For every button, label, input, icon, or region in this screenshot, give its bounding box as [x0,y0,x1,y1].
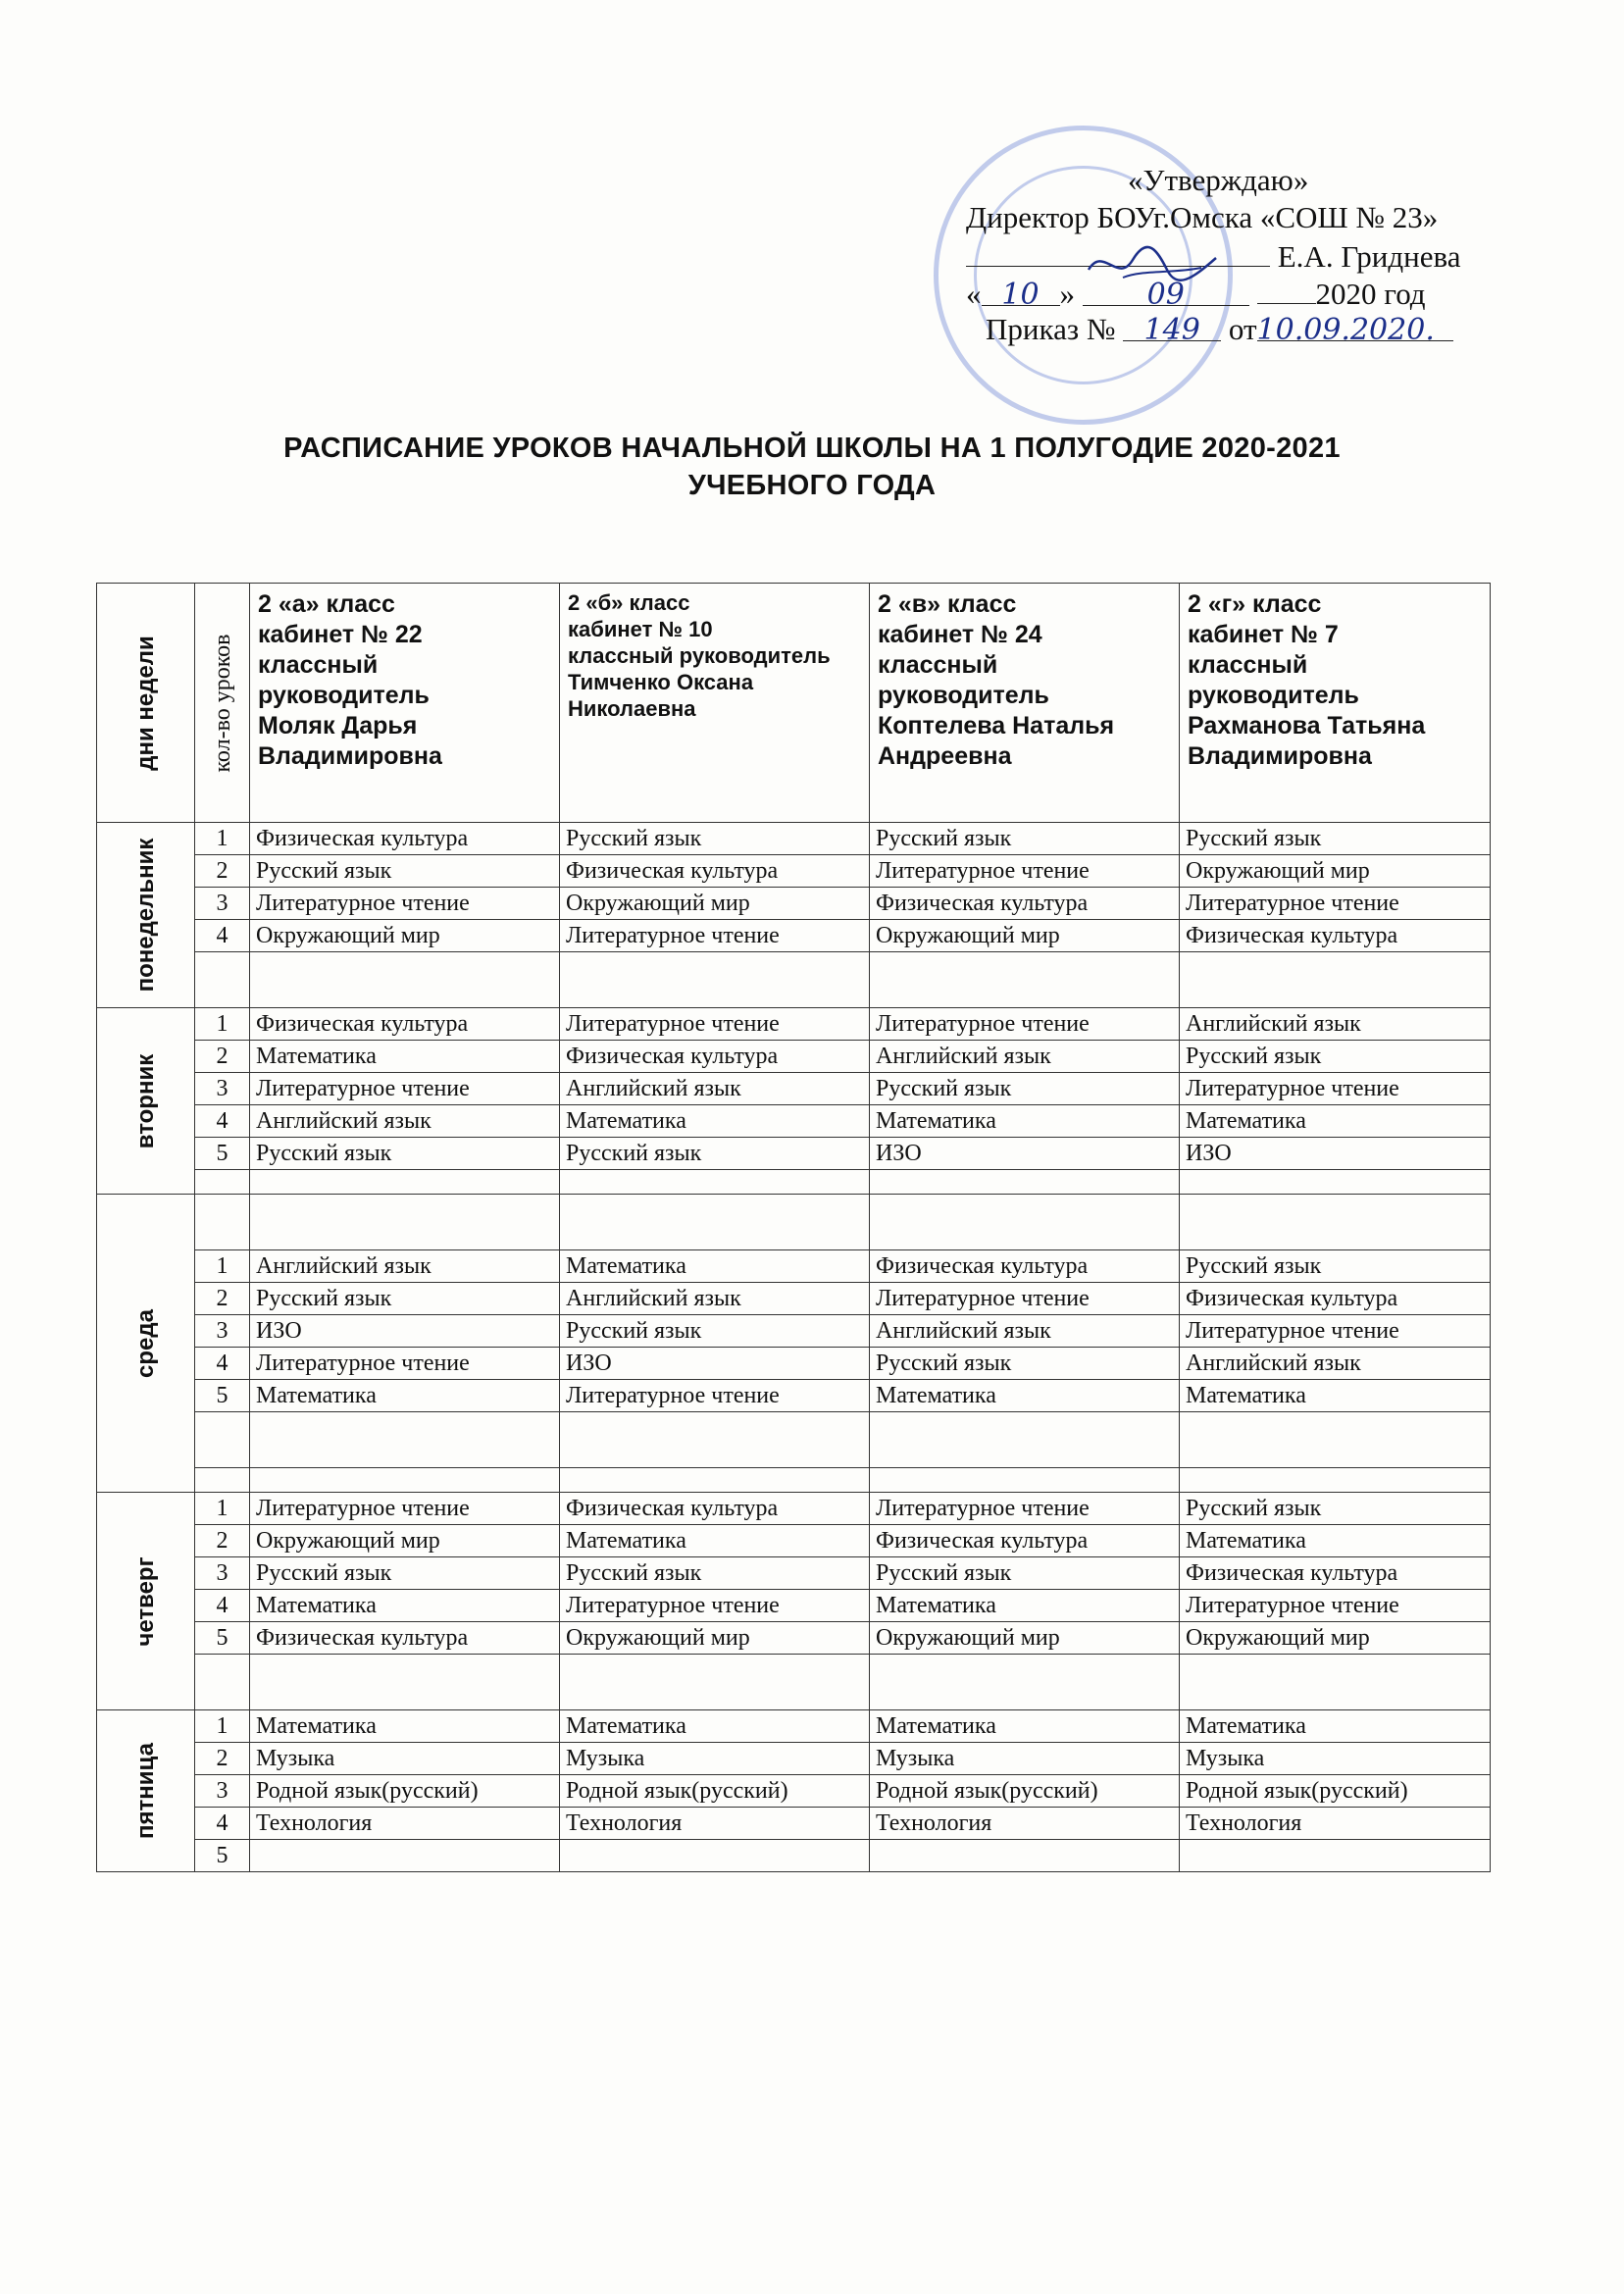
table-row: 4 Окружающий мир Литературное чтение Окружающий мир Физическая культура [97,920,1491,952]
table-row: четверг 1 Литературное чтение Физическая культура Литературное чтение Русский язык [97,1493,1491,1525]
table-row: 3 ИЗО Русский язык Английский язык Литературное чтение [97,1315,1491,1348]
table-row: 2 Окружающий мир Математика Физическая культура Математика [97,1525,1491,1557]
table-row: понедельник 1 Физическая культура Русский язык Русский язык Русский язык [97,823,1491,855]
class-header-2g: 2 «г» класс кабинет № 7 классный руководитель Рахманова Татьяна Владимировна [1180,584,1491,823]
table-row: 5 [97,1840,1491,1872]
table-row: пятница 1 Математика Математика Математика Математика [97,1710,1491,1743]
header-lesson-count: кол-во уроков [195,584,250,823]
director-name: Е.А. Гриднева [1277,239,1461,274]
table-row: 4 Литературное чтение ИЗО Русский язык Английский язык [97,1348,1491,1380]
schedule-table [96,583,1491,1872]
table-row: 3 Литературное чтение Английский язык Русский язык Литературное чтение [97,1073,1491,1105]
table-row-empty [97,1655,1491,1710]
class-header-2v: 2 «в» класс кабинет № 24 классный руководитель Коптелева Наталья Андреевна [870,584,1180,823]
table-row: вторник 1 Физическая культура Литературное чтение Литературное чтение Английский язык [97,1008,1491,1041]
approval-month: 09 [1146,278,1185,312]
table-row: 4 Английский язык Математика Математика Математика [97,1105,1491,1138]
approval-order-line: Приказ № 149 от10.09.2020. [966,311,1496,348]
table-row: 2 Русский язык Физическая культура Литературное чтение Окружающий мир [97,855,1491,888]
director-signature [1084,240,1221,289]
table-row-empty [97,952,1491,1008]
table-row: 2 Музыка Музыка Музыка Музыка [97,1743,1491,1775]
day-thursday: четверг [97,1493,195,1710]
table-row: 2 Русский язык Английский язык Литературное чтение Физическая культура [97,1283,1491,1315]
header-days: дни недели [97,584,195,823]
table-row: 5 Физическая культура Окружающий мир Окружающий мир Окружающий мир [97,1622,1491,1655]
table-row: 4 Технология Технология Технология Технология [97,1808,1491,1840]
class-header-2a: 2 «а» класс кабинет № 22 классный руководитель Моляк Дарья Владимировна [250,584,560,823]
header-row [97,584,1491,823]
approval-block [966,162,1496,348]
table-row-empty [97,1195,1491,1250]
table-row: 4 Математика Литературное чтение Математика Литературное чтение [97,1590,1491,1622]
approval-year: 2020 год [1315,277,1426,311]
approval-director-line: Директор БОУг.Омска «СОШ № 23» [966,200,1439,234]
day-wednesday: среда [97,1195,195,1493]
table-row: 2 Математика Физическая культура Английский язык Русский язык [97,1041,1491,1073]
table-row-empty [97,1468,1491,1493]
table-row: 3 Родной язык(русский) Родной язык(русский) Родной язык(русский) Родной язык(русский) [97,1775,1491,1808]
day-tuesday: вторник [97,1008,195,1195]
order-date: 10.09.2020. [1256,313,1435,347]
day-friday: пятница [97,1710,195,1872]
table-row: 5 Математика Литературное чтение Математика Математика [97,1380,1491,1412]
table-row-empty [97,1412,1491,1468]
approval-date-line: « 10 » 09 2020 год [966,274,1496,311]
table-row: 5 Русский язык Русский язык ИЗО ИЗО [97,1138,1491,1170]
approval-heading: «Утверждаю» [1128,163,1309,197]
day-monday: понедельник [97,823,195,1008]
order-number: 149 [1143,313,1200,347]
table-row: 3 Русский язык Русский язык Русский язык Физическая культура [97,1557,1491,1590]
class-header-2b: 2 «б» класс кабинет № 10 классный руководитель Тимченко Оксана Николаевна [560,584,870,823]
approval-day: 10 [1001,278,1040,312]
table-row: 3 Литературное чтение Окружающий мир Физическая культура Литературное чтение [97,888,1491,920]
table-row-empty [97,1170,1491,1195]
page-title: РАСПИСАНИЕ УРОКОВ НАЧАЛЬНОЙ ШКОЛЫ НА 1 ПОЛУГОДИЕ 2020-2021 УЧЕБНОГО ГОДА [283,433,1341,501]
table-row: 1 Английский язык Математика Физическая культура Русский язык [97,1250,1491,1283]
approval-signature-line [966,236,1496,274]
